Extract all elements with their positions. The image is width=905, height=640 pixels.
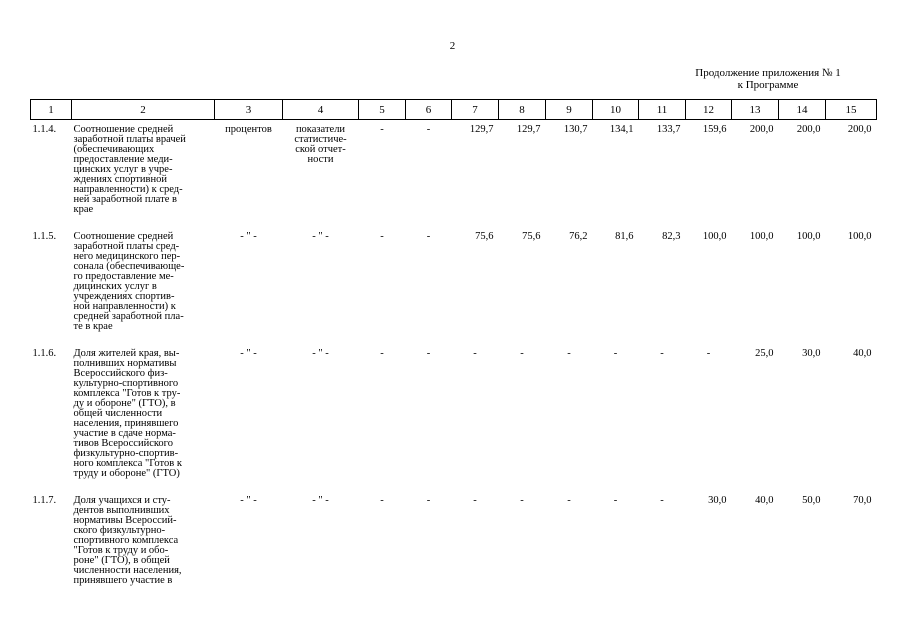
continuation-line-1: Продолжение приложения № 1 xyxy=(695,67,841,79)
data-source-line: показатели xyxy=(295,124,346,135)
table-body xyxy=(31,120,877,599)
value-cell: 50,0 xyxy=(802,495,821,506)
value-cell: 134,1 xyxy=(609,124,634,135)
column-number-header-row xyxy=(31,100,877,120)
unit-of-measure xyxy=(215,120,283,228)
value-cell: - xyxy=(473,348,477,359)
value-cell: - xyxy=(567,348,571,359)
indicator-name-line: крае xyxy=(73,204,94,215)
indicator-name-line: комплекса "Готов к тру- xyxy=(73,388,181,399)
column-header: 9 xyxy=(546,100,593,120)
indicator-name-line: населения, принявшего xyxy=(73,418,179,429)
unit-of-measure xyxy=(215,491,283,598)
indicator-name-line: средней заработной пла- xyxy=(73,311,184,322)
value-cell: - xyxy=(520,495,524,506)
indicator-name-line: направленности) к сред- xyxy=(73,184,183,195)
value-cell: 200,0 xyxy=(796,124,821,135)
indicator-name xyxy=(72,120,215,228)
value-cell: - xyxy=(706,348,711,359)
indicator-name xyxy=(72,344,215,491)
value-cell: 200,0 xyxy=(847,124,872,135)
data-source xyxy=(283,491,359,598)
value-cell: - xyxy=(660,348,664,359)
data-source-line: - " - xyxy=(312,495,329,506)
column-header: 14 xyxy=(779,100,826,120)
value-cell: 40,0 xyxy=(853,348,872,359)
indicator-name-line: заработной платы сред- xyxy=(73,241,180,252)
column-header: 5 xyxy=(359,100,406,120)
value-cell: - xyxy=(567,495,571,506)
column-header: 3 xyxy=(215,100,283,120)
indicator-name-line: Доля учащихся и сту- xyxy=(73,495,171,506)
indicator-name-line: ждениях спортивной xyxy=(73,174,167,185)
indicator-name-line: предоставление меди- xyxy=(73,154,173,165)
value-cell: - xyxy=(426,231,431,242)
indicator-name-line: труду и обороне" (ГТО) xyxy=(73,468,180,479)
value-cell: 129,7 xyxy=(516,124,541,135)
value-cell: - xyxy=(473,495,477,506)
indicator-name-line: численности населения, xyxy=(73,565,182,576)
page-number: 2 xyxy=(449,40,456,52)
value-cell: - xyxy=(426,124,431,135)
value-cell: 129,7 xyxy=(469,124,494,135)
column-header: 13 xyxy=(732,100,779,120)
value-cell: 25,0 xyxy=(755,348,774,359)
row-number: 1.1.6. xyxy=(32,348,57,359)
indicator-name-line: "Готов к труду и обо- xyxy=(73,545,169,556)
indicator-name-line: ского физкультурно- xyxy=(73,525,166,536)
indicator-name-line: Всероссийского физ- xyxy=(73,368,168,379)
column-header: 6 xyxy=(406,100,452,120)
column-header: 12 xyxy=(686,100,732,120)
row-number: 1.1.4. xyxy=(32,124,57,135)
value-cell: - xyxy=(380,495,384,506)
indicator-name-line: Доля жителей края, вы- xyxy=(73,348,180,359)
column-header: 10 xyxy=(593,100,639,120)
indicator-name-line: участие в сдаче норма- xyxy=(73,428,176,439)
indicator-name-line: ду и обороне" (ГТО), в xyxy=(73,398,176,409)
value-cell: 30,0 xyxy=(708,495,727,506)
indicator-name-line: полнивших нормативы xyxy=(73,358,177,369)
value-cell: 100,0 xyxy=(749,231,774,242)
value-cell: 75,6 xyxy=(475,231,494,242)
data-source-line: ской отчет- xyxy=(295,144,346,155)
data-source xyxy=(283,344,359,491)
row-number: 1.1.5. xyxy=(32,231,57,242)
indicator-name-line: дентов выполнивших xyxy=(73,505,170,516)
value-cell: 40,0 xyxy=(755,495,774,506)
value-cell: 30,0 xyxy=(802,348,821,359)
indicator-name-line: ного комплекса "Готов к xyxy=(73,458,182,469)
indicator-name-line: физкультурно-спортив- xyxy=(73,448,179,459)
indicator-name-line: спортивного комплекса xyxy=(73,535,179,546)
indicator-name-line: сонала (обеспечивающе- xyxy=(73,261,185,272)
table-row xyxy=(31,120,877,228)
value-cell: - xyxy=(380,348,384,359)
indicator-name-line: цинских услуг в учре- xyxy=(73,164,173,175)
row-number: 1.1.7. xyxy=(32,495,57,506)
data-source-line: - " - xyxy=(312,231,329,242)
unit-of-measure-line: - " - xyxy=(240,495,257,506)
data-source-line: - " - xyxy=(312,348,329,359)
value-cell: 200,0 xyxy=(749,124,774,135)
value-cell: 82,3 xyxy=(662,231,681,242)
indicator-name-line: заработной платы врачей xyxy=(73,134,186,145)
table-row xyxy=(31,227,877,344)
indicator-name xyxy=(72,227,215,344)
data-source xyxy=(283,120,359,228)
indicator-name-line: те в крае xyxy=(73,321,113,332)
value-cell: 100,0 xyxy=(796,231,821,242)
value-cell: - xyxy=(660,495,664,506)
column-header: 7 xyxy=(452,100,499,120)
column-header: 8 xyxy=(499,100,546,120)
value-cell: 100,0 xyxy=(702,231,727,242)
data-source-line: ности xyxy=(307,154,334,165)
indicator-name-line: ной направленности) к xyxy=(73,301,176,312)
continuation-line-2: к Программе xyxy=(737,79,799,91)
value-cell: - xyxy=(380,231,384,242)
data-source xyxy=(283,227,359,344)
value-cell: 130,7 xyxy=(563,124,588,135)
indicator-name-line: культурно-спортивного xyxy=(73,378,179,389)
column-header: 1 xyxy=(31,100,72,120)
indicator-name xyxy=(72,491,215,598)
indicator-name-line: ней заработной плате в xyxy=(73,194,177,205)
unit-of-measure-line: процентов xyxy=(225,124,272,135)
table-row xyxy=(31,491,877,598)
indicator-name-line: учреждениях спортив- xyxy=(73,291,175,302)
indicator-name-line: роне" (ГТО), в общей xyxy=(73,555,170,566)
continuation-caption xyxy=(660,67,876,91)
column-header: 2 xyxy=(72,100,215,120)
indicator-name-line: Соотношение средней xyxy=(73,124,174,135)
indicator-name-line: го предоставление ме- xyxy=(73,271,174,282)
indicator-name-line: Соотношение средней xyxy=(73,231,174,242)
unit-of-measure xyxy=(215,344,283,491)
value-cell: - xyxy=(613,495,618,506)
indicators-table xyxy=(30,99,877,598)
value-cell: - xyxy=(426,495,431,506)
value-cell: - xyxy=(613,348,618,359)
value-cell: 75,6 xyxy=(522,231,541,242)
value-cell: 76,2 xyxy=(569,231,588,242)
value-cell: 70,0 xyxy=(853,495,872,506)
indicator-name-line: общей численности xyxy=(73,408,163,419)
column-header: 15 xyxy=(826,100,877,120)
column-header: 11 xyxy=(639,100,686,120)
value-cell: - xyxy=(426,348,431,359)
indicator-name-line: принявшего участие в xyxy=(73,575,173,586)
indicator-name-line: (обеспечивающих xyxy=(73,144,155,155)
indicator-name-line: тивов Всероссийского xyxy=(73,438,173,449)
table-row xyxy=(31,344,877,491)
value-cell: - xyxy=(380,124,384,135)
unit-of-measure-line: - " - xyxy=(240,231,257,242)
unit-of-measure xyxy=(215,227,283,344)
indicator-name-line: нормативы Всероссий- xyxy=(73,515,177,526)
indicator-name-line: дицинских услуг в xyxy=(73,281,157,292)
value-cell: 81,6 xyxy=(615,231,634,242)
value-cell: 133,7 xyxy=(656,124,681,135)
indicator-name-line: него медицинского пер- xyxy=(73,251,181,262)
unit-of-measure-line: - " - xyxy=(240,348,257,359)
column-header: 4 xyxy=(283,100,359,120)
value-cell: 100,0 xyxy=(847,231,872,242)
data-source-line: статистиче- xyxy=(294,134,347,145)
value-cell: - xyxy=(520,348,524,359)
value-cell: 159,6 xyxy=(702,124,727,135)
